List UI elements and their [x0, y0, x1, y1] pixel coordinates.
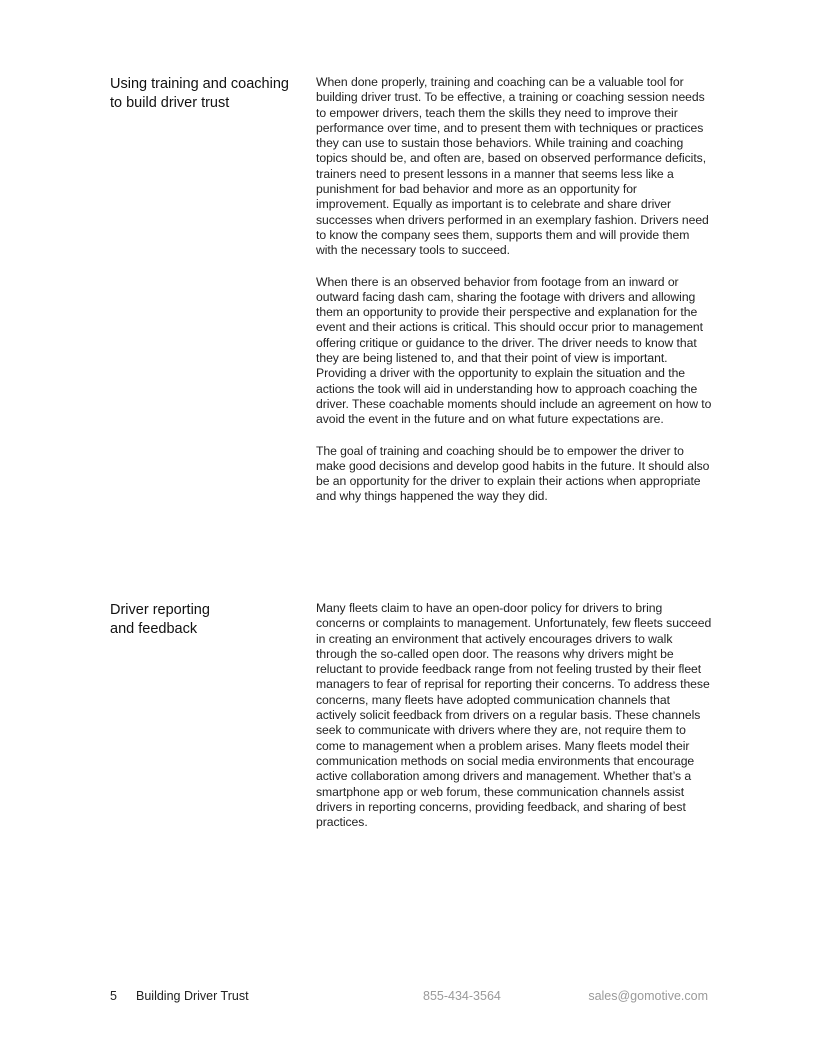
- document-title: Building Driver Trust: [136, 989, 249, 1003]
- email-link[interactable]: sales@gomotive.com: [588, 989, 708, 1003]
- page-number: 5: [110, 989, 117, 1003]
- body-paragraph: Many fleets claim to have an open-door policy for drivers to bring concerns or complaints to management. Unfortunately, few fleets succeed in creating an environment that actively encourages drivers to walk through the so-called open door. The reasons why drivers might be reluctant to provide feedback range from not feeling trusted by their fleet managers to fear of reprisal for reporting their concerns. To address these concerns, many fleets have adopted communication channels that actively solicit feedback from drivers on a regular basis. These channels seek to communicate with drivers where they are, not require them to come to management when a problem arises. Many fleets model their communication methods on social media environments that encourage active collaboration among drivers and management. Whether that’s a smartphone app or web forum, these communication channels assist drivers in reporting concerns, providing feedback, and sharing of best practices.: [316, 601, 712, 830]
- body-paragraph: When done properly, training and coaching can be a valuable tool for building driver trust. To be effective, a training or coaching session needs to empower drivers, teach them the skills they need to improve their performance over time, and to present them with techniques or practices they can use to sustain those behaviors. While training and coaching topics should be, and often are, based on observed performance deficits, trainers need to present lessons in a manner that seems less like a punishment for bad behavior and more as an opportunity for improvement. Equally as important is to celebrate and share driver successes when drivers performed in an exemplary fashion. Drivers need to know the company sees them, supports them and will provide them with the necessary tools to succeed.: [316, 75, 709, 258]
- section-body: [316, 601, 712, 846]
- section-body: [316, 75, 712, 521]
- body-paragraph: The goal of training and coaching should be to empower the driver to make good decisions and develop good habits in the future. It should also be an opportunity for the driver to explain their actions when appropriate and why things happened the way they did.: [316, 443, 710, 504]
- section-heading: Driver reporting and feedback: [110, 602, 210, 637]
- section-heading: Using training and coaching to build driver trust: [110, 76, 289, 111]
- phone-number[interactable]: 855-434-3564: [423, 989, 501, 1003]
- body-paragraph: When there is an observed behavior from footage from an inward or outward facing dash cam, sharing the footage with drivers and allowing them an opportunity to provide their perspective and explanation for the event and their actions is critical. This should occur prior to management offering critique or guidance to the driver. The driver needs to know that they are being listened to, and that their point of view is important. Providing a driver with the opportunity to explain the situation and the actions the took will aid in understanding how to approach coaching the driver. These coachable moments should include an agreement on how to avoid the event in the future and on what future expectations are.: [316, 274, 712, 427]
- page-footer: [0, 988, 816, 1008]
